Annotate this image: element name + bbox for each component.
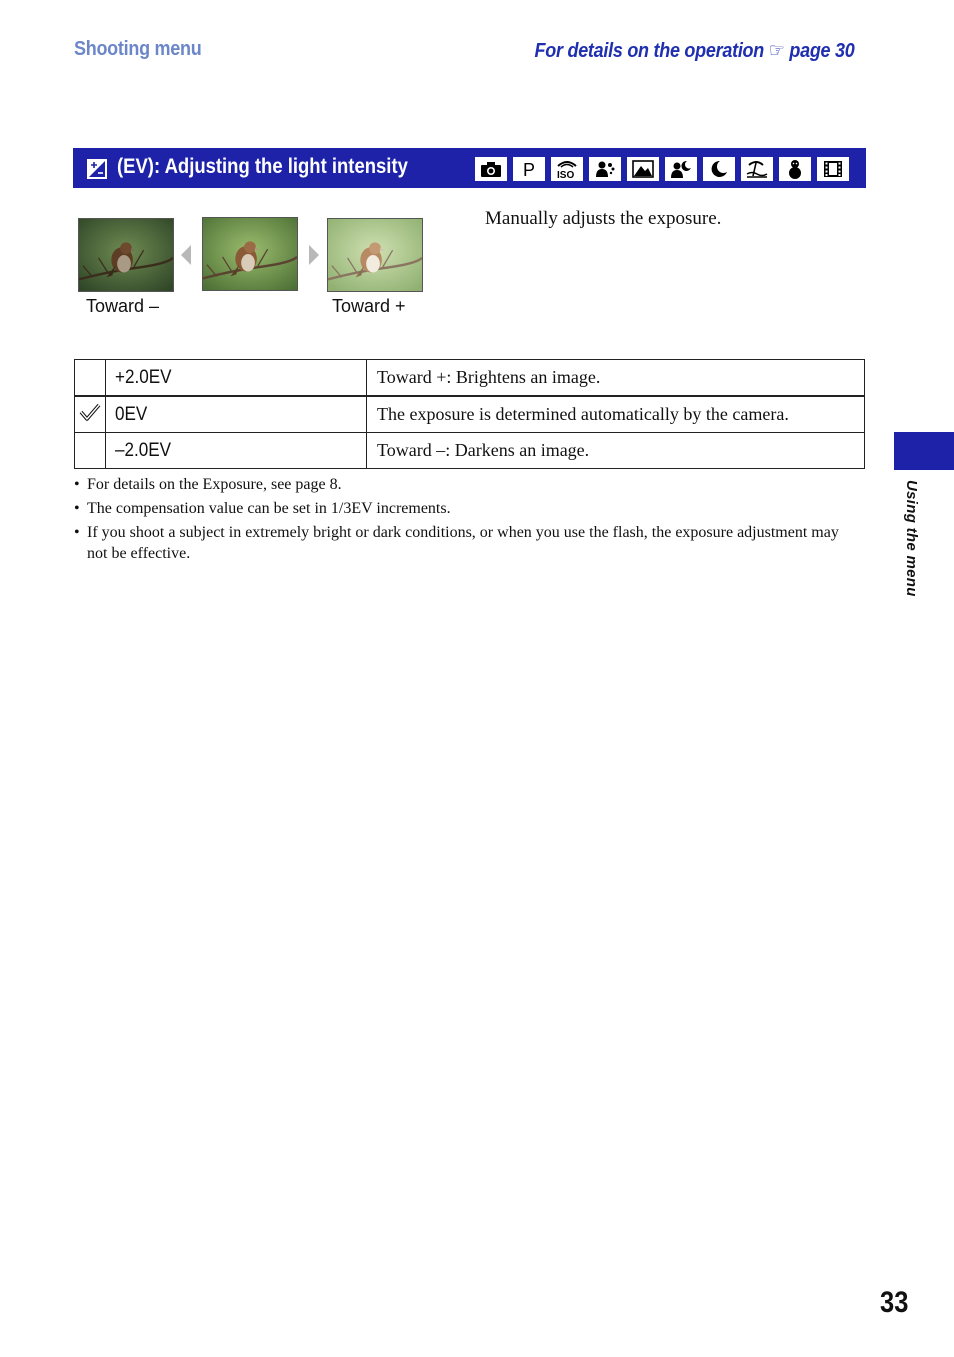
heading-title: (EV): Adjusting the light intensity (117, 155, 408, 178)
iso-label: ISO (557, 170, 575, 179)
section-heading-bar (73, 148, 866, 188)
bird-photo-normal (202, 217, 298, 291)
twilight-portrait-icon (664, 156, 698, 182)
option-description: Toward –: Darkens an image. (367, 433, 865, 469)
table-row (75, 396, 865, 433)
increase-arrow-icon (309, 245, 319, 265)
twilight-moon-icon (702, 156, 736, 182)
caption-toward-plus: Toward + (332, 296, 406, 316)
auto-camera-icon (474, 156, 508, 182)
program-p-label: P (523, 160, 536, 179)
soft-snap-portrait-icon (588, 156, 622, 182)
intro-text: Manually adjusts the exposure. (485, 208, 722, 229)
table-row (75, 360, 865, 397)
snow-icon (778, 156, 812, 182)
pointing-hand-icon: ☞ (769, 40, 786, 62)
caption-toward-minus: Toward – (86, 296, 160, 316)
reference-text: For details on the operation (535, 40, 765, 62)
chapter-label: Using the menu (903, 480, 920, 597)
ev-compensation-icon (87, 159, 107, 179)
page-number: 33 (879, 1286, 908, 1319)
reference-page: page 30 (789, 40, 855, 62)
option-description: The exposure is determined automatically by the camera. (367, 396, 865, 433)
chapter-tab (894, 432, 954, 470)
landscape-icon (626, 156, 660, 182)
list-item: • If you shoot a subject in extremely bright or dark conditions, or when you use the flash, the exposure adjustment may not be effective. (72, 522, 862, 564)
section-title: Shooting menu (74, 38, 202, 60)
program-p-icon (512, 156, 546, 182)
default-marker-cell (75, 396, 106, 433)
decrease-arrow-icon (181, 245, 191, 265)
scene-mode-icons (474, 156, 850, 182)
default-marker-cell (75, 433, 106, 469)
list-item: • The compensation value can be set in 1/3EV increments. (72, 498, 862, 519)
list-item: • For details on the Exposure, see page 8. (72, 474, 862, 495)
option-value: +2.0EV (106, 360, 367, 397)
table-row (75, 433, 865, 469)
notes-list (72, 474, 862, 567)
default-checkmark-icon (79, 402, 101, 422)
bird-photo-darker (78, 218, 174, 292)
ev-options-table (74, 359, 865, 469)
movie-film-icon (816, 156, 850, 182)
option-description: Toward +: Brightens an image. (367, 360, 865, 397)
bird-photo-brighter (327, 218, 423, 292)
default-marker-cell (75, 360, 106, 397)
beach-icon (740, 156, 774, 182)
option-value: –2.0EV (106, 433, 367, 469)
operation-reference (535, 38, 855, 63)
high-sensitivity-iso-icon (550, 156, 584, 182)
option-value: 0EV (106, 396, 367, 433)
